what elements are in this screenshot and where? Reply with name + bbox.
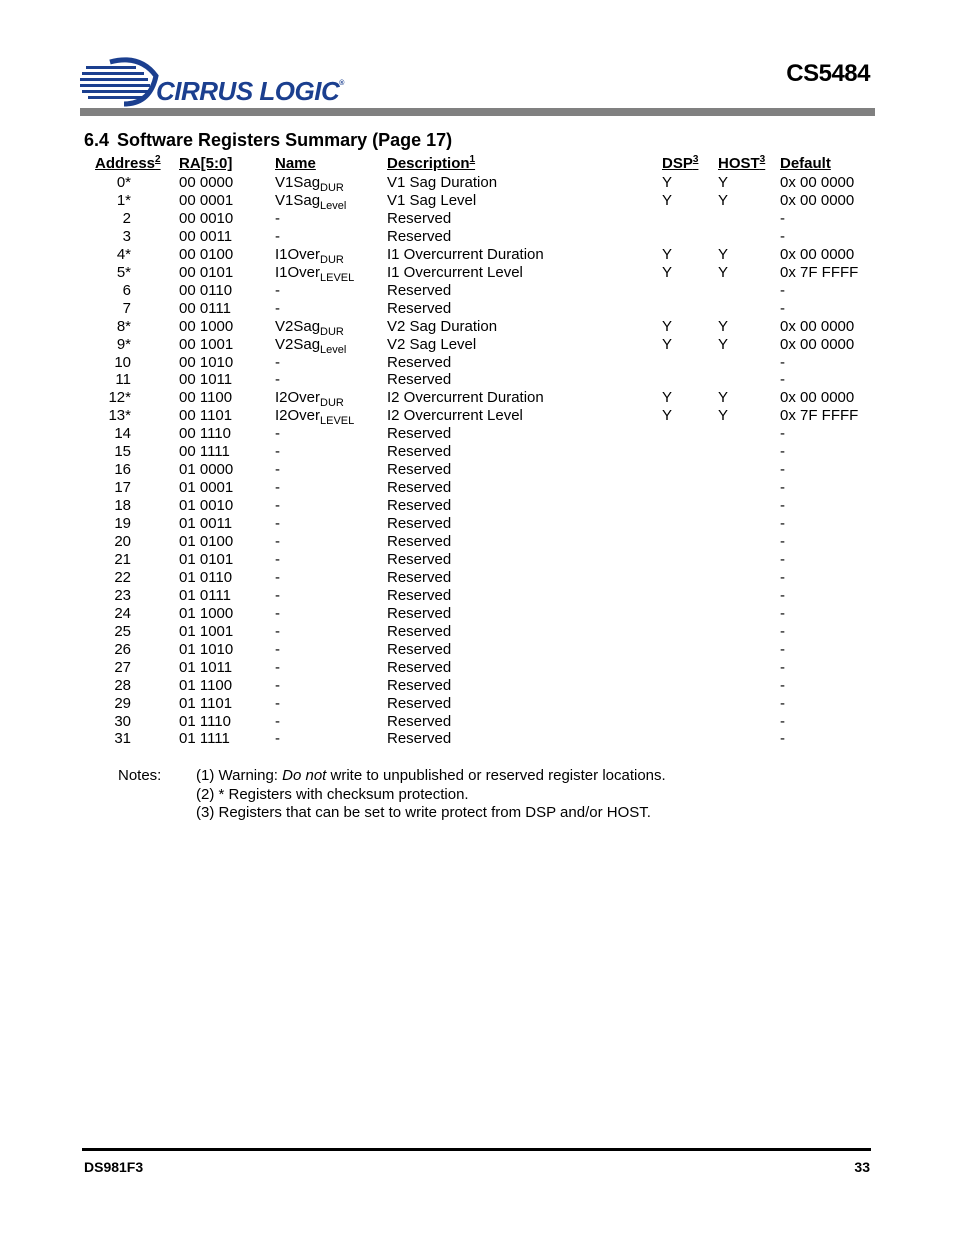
section-title: Software Registers Summary (Page 17) <box>117 130 453 150</box>
register-default: - <box>780 299 785 317</box>
footer-doc-id: DS981F3 <box>84 1159 144 1175</box>
register-description: Reserved <box>387 568 452 586</box>
register-description: Reserved <box>387 371 452 389</box>
register-host: Y <box>718 317 729 335</box>
table-row <box>0 713 954 731</box>
register-default: - <box>780 622 785 640</box>
register-name: V2Sag$_{Level}$ <box>275 335 347 356</box>
register-default: - <box>780 209 785 227</box>
register-name: - <box>275 604 280 622</box>
register-default: - <box>780 533 785 550</box>
table-row <box>0 461 954 479</box>
table-row <box>0 515 954 533</box>
register-default: - <box>780 694 785 712</box>
register-default: - <box>780 461 785 479</box>
document-title: CS5484 <box>786 60 870 87</box>
register-address: 10 <box>114 353 131 371</box>
register-name: - <box>275 658 280 676</box>
register-default: - <box>780 712 785 730</box>
register-address: 13* <box>108 407 131 425</box>
register-name: - <box>275 640 280 658</box>
register-host: Y <box>718 263 729 281</box>
register-dsp: Y <box>662 389 673 407</box>
register-default: - <box>780 658 785 676</box>
register-name: I1Over$_{DUR}$ <box>275 245 344 266</box>
register-description: Reserved <box>387 550 452 568</box>
register-description: I2 Overcurrent Duration <box>387 389 544 407</box>
table-row <box>0 533 954 551</box>
register-description: Reserved <box>387 299 452 317</box>
register-default: - <box>780 371 785 389</box>
register-dsp: Y <box>662 191 673 209</box>
register-dsp: Y <box>662 174 673 191</box>
register-description: Reserved <box>387 640 452 658</box>
table-row <box>0 623 954 641</box>
register-default: 0x 00 0000 <box>780 174 855 191</box>
register-description: V1 Sag Level <box>387 191 477 209</box>
register-ra: 01 0100 <box>179 533 234 550</box>
register-address: 23 <box>114 586 131 604</box>
register-description: Reserved <box>387 479 452 497</box>
register-dsp: Y <box>662 263 673 281</box>
register-description: Reserved <box>387 676 452 694</box>
table-row <box>0 497 954 515</box>
register-host: Y <box>718 191 729 209</box>
register-host: Y <box>718 174 729 191</box>
register-address: 30 <box>114 712 131 730</box>
register-description: I2 Overcurrent Level <box>387 407 523 425</box>
register-default: - <box>780 443 785 461</box>
register-ra: 00 1001 <box>179 335 234 353</box>
logo-text: CIRRUS LOGIC® <box>156 76 344 106</box>
register-name: - <box>275 586 280 604</box>
register-ra: 00 0101 <box>179 263 234 281</box>
register-default: - <box>780 640 785 658</box>
register-dsp: Y <box>662 407 673 425</box>
register-address: 28 <box>114 676 131 694</box>
register-description: Reserved <box>387 730 452 748</box>
table-row <box>0 246 954 264</box>
register-ra: 00 1111 <box>179 443 230 461</box>
register-address: 18 <box>114 497 131 515</box>
table-row <box>0 264 954 282</box>
table-row <box>0 443 954 461</box>
notes-list <box>196 767 666 823</box>
table-row <box>0 371 954 389</box>
register-default: 0x 7F FFFF <box>780 263 859 281</box>
register-ra: 01 0001 <box>179 479 234 497</box>
register-address: 15 <box>114 443 131 461</box>
column-header-dsp: DSP$^3$ <box>662 154 699 172</box>
table-row <box>0 389 954 410</box>
register-address: 19 <box>114 515 131 533</box>
register-address: 16 <box>114 461 131 479</box>
register-description: Reserved <box>387 586 452 604</box>
register-address: 5* <box>116 263 131 281</box>
register-address: 25 <box>114 622 131 640</box>
footer-divider <box>82 1148 871 1151</box>
register-name-subscript: DUR <box>320 253 344 266</box>
register-description: Reserved <box>387 497 452 515</box>
register-description: Reserved <box>387 209 452 227</box>
table-row <box>0 677 954 695</box>
table-row <box>0 192 954 210</box>
register-name: - <box>275 533 280 550</box>
register-name-subscript: DUR <box>320 325 344 338</box>
register-default: - <box>780 515 785 533</box>
table-row <box>0 336 954 354</box>
register-address: 12* <box>108 389 131 407</box>
register-ra: 00 1100 <box>179 389 233 407</box>
register-description: Reserved <box>387 533 452 550</box>
register-address: 6 <box>122 281 131 299</box>
table-row <box>0 641 954 659</box>
register-description: Reserved <box>387 712 452 730</box>
register-ra: 01 0011 <box>179 515 233 533</box>
register-name: - <box>275 479 280 497</box>
register-address: 4* <box>116 245 131 263</box>
register-name: V1Sag$_{Level}$ <box>275 191 347 212</box>
register-name: - <box>275 676 280 694</box>
register-ra: 01 0010 <box>179 497 234 515</box>
register-ra: 01 1101 <box>179 694 233 712</box>
table-row <box>0 479 954 497</box>
register-name: - <box>275 371 280 389</box>
register-default: - <box>780 730 785 748</box>
register-address: 27 <box>114 658 131 676</box>
register-ra: 00 0010 <box>179 209 234 227</box>
column-header-default: Default <box>780 155 831 172</box>
register-address: 9* <box>116 335 131 353</box>
register-ra: 00 0000 <box>179 174 234 191</box>
register-name: - <box>275 497 280 515</box>
register-ra: 01 1000 <box>179 604 234 622</box>
register-name: V2Sag$_{DUR}$ <box>275 317 344 338</box>
register-ra: 00 1011 <box>179 371 233 389</box>
register-ra: 01 1100 <box>179 676 233 694</box>
register-ra: 00 1000 <box>179 317 234 335</box>
register-description: V2 Sag Level <box>387 335 477 353</box>
register-name: - <box>275 712 280 730</box>
register-name-subscript: DUR <box>320 182 344 194</box>
note-1: (1) Warning: Do not write to unpublished or reserved register locations. <box>196 767 666 784</box>
table-row <box>0 587 954 605</box>
register-description: V2 Sag Duration <box>387 317 498 335</box>
register-ra: 01 0101 <box>179 550 234 568</box>
register-address: 17 <box>114 479 131 497</box>
register-description: Reserved <box>387 443 452 461</box>
table-row <box>0 282 954 300</box>
register-name: - <box>275 281 280 299</box>
register-host: Y <box>718 335 729 353</box>
register-default: - <box>780 676 785 694</box>
register-host: Y <box>718 407 729 425</box>
note-3: (3) Registers that can be set to write protect from DSP and/or HOST. <box>196 804 651 821</box>
register-address: 31 <box>114 730 131 748</box>
register-ra: 00 0001 <box>179 191 234 209</box>
footer-page-number: 33 <box>854 1159 870 1175</box>
register-default: - <box>780 425 785 443</box>
register-name: - <box>275 515 280 533</box>
register-ra: 00 0011 <box>179 227 233 245</box>
table-row <box>0 659 954 677</box>
register-ra: 01 1001 <box>179 622 234 640</box>
register-ra: 00 1110 <box>179 425 231 443</box>
register-description: I1 Overcurrent Level <box>387 263 523 281</box>
register-default: 0x 00 0000 <box>780 389 855 407</box>
register-ra: 01 1111 <box>179 730 230 748</box>
table-row <box>0 300 954 318</box>
register-name: - <box>275 568 280 586</box>
table-row <box>0 551 954 569</box>
register-ra: 01 0110 <box>179 568 233 586</box>
register-name: I2Over$_{DUR}$ <box>275 389 344 410</box>
register-default: - <box>780 281 785 299</box>
register-description: I1 Overcurrent Duration <box>387 245 544 263</box>
register-default: - <box>780 497 785 515</box>
register-address: 2 <box>122 209 131 227</box>
register-ra: 01 1011 <box>179 658 233 676</box>
register-name: - <box>275 227 280 245</box>
notes-label: Notes: <box>118 767 162 784</box>
register-name: V1Sag$_{DUR}$ <box>275 174 344 194</box>
register-default: 0x 00 0000 <box>780 317 855 335</box>
register-address: 8* <box>116 317 131 335</box>
section-number: 6.4 <box>84 130 110 150</box>
register-ra: 01 1010 <box>179 640 234 658</box>
register-default: - <box>780 353 785 371</box>
register-address: 3 <box>122 227 131 245</box>
register-description: Reserved <box>387 658 452 676</box>
register-name-subscript: LEVEL <box>320 271 355 284</box>
table-row <box>0 174 954 192</box>
register-default: - <box>780 479 785 497</box>
table-row <box>0 228 954 246</box>
register-name: - <box>275 443 280 461</box>
register-default: - <box>780 568 785 586</box>
register-address: 7 <box>122 299 131 317</box>
register-description: Reserved <box>387 515 452 533</box>
register-name: - <box>275 694 280 712</box>
register-address: 22 <box>114 568 131 586</box>
register-address: 26 <box>114 640 131 658</box>
register-name: I2Over$_{LEVEL}$ <box>275 407 355 428</box>
register-name-subscript: Level <box>320 343 347 356</box>
register-address: 29 <box>114 694 131 712</box>
header-divider <box>80 108 875 116</box>
register-name-subscript: Level <box>320 199 347 212</box>
register-address: 20 <box>114 533 131 550</box>
register-ra: 00 1101 <box>179 407 233 425</box>
register-description: V1 Sag Duration <box>387 174 498 191</box>
register-address: 24 <box>114 604 131 622</box>
register-name: - <box>275 353 280 371</box>
table-row <box>0 210 954 228</box>
register-ra: 01 0000 <box>179 461 234 479</box>
register-name: - <box>275 425 280 443</box>
register-name: - <box>275 622 280 640</box>
register-dsp: Y <box>662 245 673 263</box>
register-address: 0* <box>116 174 131 191</box>
table-row <box>0 730 954 748</box>
register-description: Reserved <box>387 281 452 299</box>
register-host: Y <box>718 245 729 263</box>
section-heading <box>84 130 452 151</box>
register-name-subscript: DUR <box>320 397 344 410</box>
table-row <box>0 695 954 713</box>
cirrus-logic-logo <box>80 56 344 108</box>
register-name-subscript: LEVEL <box>320 415 355 428</box>
register-description: Reserved <box>387 622 452 640</box>
note-2: (2) * Registers with checksum protection. <box>196 785 469 803</box>
register-address: 11 <box>115 371 131 389</box>
register-ra: 01 0111 <box>179 586 231 604</box>
column-header-description: Description$^1$ <box>387 154 476 172</box>
register-description: Reserved <box>387 425 452 443</box>
register-ra: 01 1110 <box>179 712 231 730</box>
register-name: - <box>275 209 280 227</box>
register-description: Reserved <box>387 227 452 245</box>
register-default: - <box>780 586 785 604</box>
register-name: - <box>275 461 280 479</box>
register-host: Y <box>718 389 729 407</box>
register-description: Reserved <box>387 694 452 712</box>
register-name: - <box>275 730 280 748</box>
table-row <box>0 425 954 443</box>
register-address: 21 <box>114 550 131 568</box>
register-name: - <box>275 299 280 317</box>
register-address: 1* <box>116 191 131 209</box>
register-description: Reserved <box>387 353 452 371</box>
table-row <box>0 354 954 372</box>
table-row <box>0 407 954 428</box>
register-description: Reserved <box>387 604 452 622</box>
register-default: - <box>780 604 785 622</box>
register-ra: 00 0110 <box>179 281 233 299</box>
column-header-host: HOST$^3$ <box>718 154 766 172</box>
register-description: Reserved <box>387 461 452 479</box>
register-ra: 00 0111 <box>179 299 231 317</box>
column-header-name: Name <box>275 155 316 172</box>
column-header-address: Address$^2$ <box>95 154 161 172</box>
register-name: I1Over$_{LEVEL}$ <box>275 263 355 284</box>
register-ra: 00 0100 <box>179 245 234 263</box>
register-name: - <box>275 550 280 568</box>
register-default: - <box>780 550 785 568</box>
table-row <box>0 569 954 587</box>
logo-swirl-icon <box>80 56 160 108</box>
table-row <box>0 318 954 336</box>
register-default: 0x 00 0000 <box>780 191 855 209</box>
register-address: 14 <box>114 425 131 443</box>
register-default: 0x 00 0000 <box>780 245 855 263</box>
table-row <box>0 605 954 623</box>
register-dsp: Y <box>662 317 673 335</box>
register-default: - <box>780 227 785 245</box>
column-header-ra: RA[5:0] <box>179 155 233 172</box>
register-dsp: Y <box>662 335 673 353</box>
register-default: 0x 7F FFFF <box>780 407 859 425</box>
register-default: 0x 00 0000 <box>780 335 855 353</box>
register-ra: 00 1010 <box>179 353 234 371</box>
